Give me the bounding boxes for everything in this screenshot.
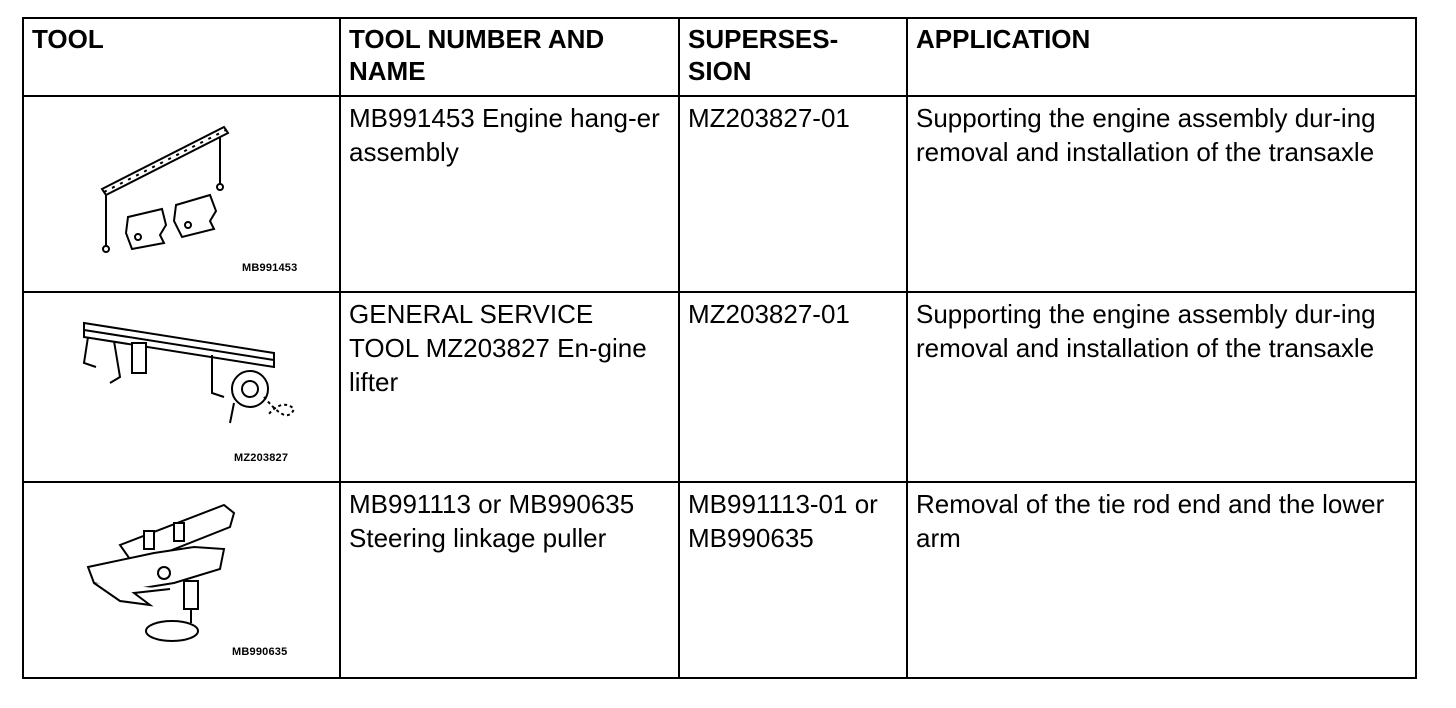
table-header-row bbox=[23, 18, 1416, 96]
header-application: APPLICATION bbox=[907, 18, 1416, 96]
tool-number-name-cell: GENERAL SERVICE TOOL MZ203827 En-gine lifter bbox=[340, 292, 679, 482]
steering-linkage-puller-illustration-icon bbox=[24, 483, 341, 673]
header-supersession: SUPERSES-SION bbox=[679, 18, 907, 96]
application-cell: Supporting the engine assembly dur-ing removal and installation of the transaxle bbox=[907, 292, 1416, 482]
tool-cell bbox=[23, 96, 340, 292]
engine-lifter-illustration-icon bbox=[24, 293, 341, 477]
supersession-cell: MZ203827-01 bbox=[679, 292, 907, 482]
supersession-cell: MB991113-01 or MB990635 bbox=[679, 482, 907, 678]
application-cell: Supporting the engine assembly dur-ing removal and installation of the transaxle bbox=[907, 96, 1416, 292]
tool-code-label: MZ203827 bbox=[234, 452, 289, 464]
tool-cell bbox=[23, 482, 340, 678]
supersession-cell: MZ203827-01 bbox=[679, 96, 907, 292]
tool-number-name-cell: MB991113 or MB990635 Steering linkage puller bbox=[340, 482, 679, 678]
tool-number-name-cell: MB991453 Engine hang-er assembly bbox=[340, 96, 679, 292]
header-tool: TOOL bbox=[23, 18, 340, 96]
table-row bbox=[23, 96, 1416, 292]
header-tool-number-and-name: TOOL NUMBER AND NAME bbox=[340, 18, 679, 96]
application-cell: Removal of the tie rod end and the lower arm bbox=[907, 482, 1416, 678]
tool-cell bbox=[23, 292, 340, 482]
table-row bbox=[23, 482, 1416, 678]
tool-code-label: MB990635 bbox=[232, 646, 288, 658]
table-row bbox=[23, 292, 1416, 482]
special-tools-table bbox=[22, 17, 1417, 679]
tool-code-label: MB991453 bbox=[242, 262, 298, 274]
